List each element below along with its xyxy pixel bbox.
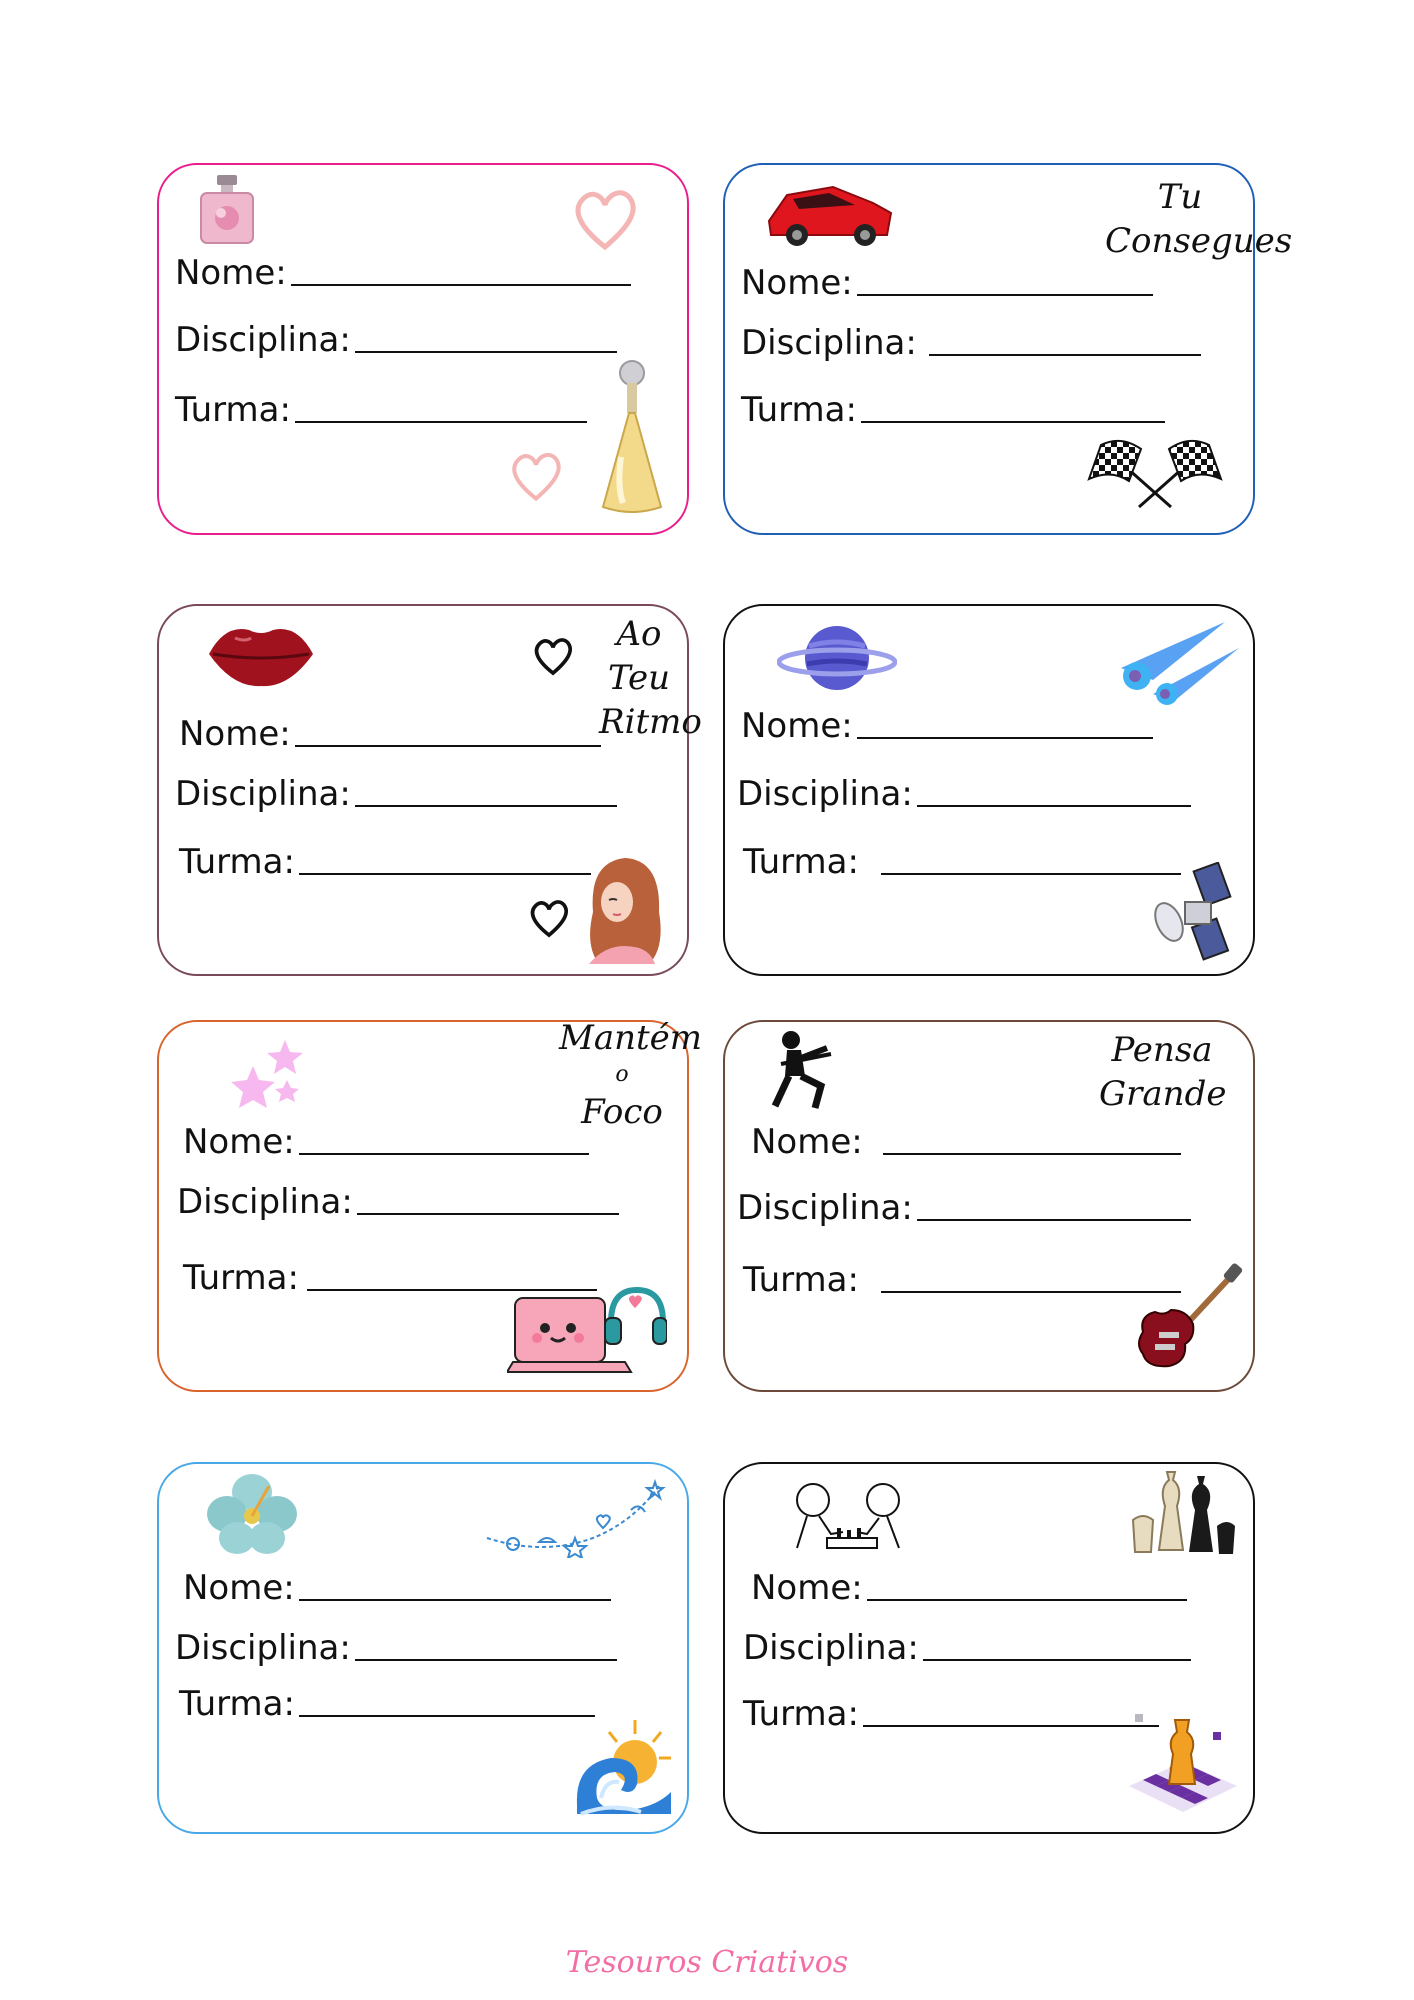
disciplina-label: Disciplina: xyxy=(175,1628,351,1668)
disciplina-write-line[interactable] xyxy=(357,1213,619,1215)
turma-label: Turma: xyxy=(743,842,859,882)
turma-label: Turma: xyxy=(183,1258,299,1298)
disciplina-row xyxy=(175,774,617,814)
disciplina-row xyxy=(175,1628,617,1668)
nome-row xyxy=(175,253,631,293)
lips-icon xyxy=(205,618,317,690)
disciplina-write-line[interactable] xyxy=(355,1659,617,1661)
nome-row xyxy=(751,1122,1181,1162)
disciplina-write-line[interactable] xyxy=(355,351,617,353)
nome-row xyxy=(741,706,1153,746)
nome-write-line[interactable] xyxy=(867,1599,1187,1601)
motto-line: Tu xyxy=(1157,177,1203,217)
electric-guitar-icon xyxy=(1135,1262,1243,1374)
disciplina-row xyxy=(741,323,1201,363)
nome-label: Nome: xyxy=(751,1122,863,1162)
nome-row xyxy=(179,714,601,754)
heart-icon xyxy=(507,447,565,505)
heart-icon xyxy=(527,896,571,940)
turma-write-line[interactable] xyxy=(295,421,587,423)
nome-row xyxy=(183,1568,611,1608)
heart-icon xyxy=(531,634,575,678)
nome-label: Nome: xyxy=(183,1568,295,1608)
motto-text xyxy=(599,612,702,744)
seashell-garland-icon xyxy=(483,1476,669,1558)
disciplina-label: Disciplina: xyxy=(743,1628,919,1668)
nome-row xyxy=(741,263,1153,303)
turma-row xyxy=(743,842,1181,882)
motto-line: Mantém xyxy=(559,1018,703,1058)
turma-row xyxy=(741,390,1165,430)
turma-label: Turma: xyxy=(179,842,295,882)
disciplina-label: Disciplina: xyxy=(175,320,351,360)
checkered-flags-icon xyxy=(1081,435,1229,511)
chess-board-icon xyxy=(1125,1708,1241,1820)
disciplina-row xyxy=(743,1628,1191,1668)
turma-row xyxy=(179,842,591,882)
label-card-beach xyxy=(157,1462,689,1834)
nome-write-line[interactable] xyxy=(857,737,1153,739)
disciplina-row xyxy=(177,1182,619,1222)
motto-line: Foco xyxy=(581,1092,663,1132)
rock-guitarist-icon xyxy=(771,1028,837,1114)
nome-label: Nome: xyxy=(183,1122,295,1162)
nome-row xyxy=(183,1122,589,1162)
nome-write-line[interactable] xyxy=(291,284,631,286)
turma-write-line[interactable] xyxy=(863,1725,1159,1727)
wave-sun-icon xyxy=(571,1714,677,1820)
chess-pieces-icon xyxy=(1123,1466,1237,1560)
turma-row xyxy=(179,1684,595,1724)
disciplina-label: Disciplina: xyxy=(737,774,913,814)
label-card-race xyxy=(723,163,1293,535)
label-card-chess xyxy=(723,1462,1255,1834)
disciplina-label: Disciplina: xyxy=(177,1182,353,1222)
motto-line: Grande xyxy=(1099,1074,1227,1114)
satellite-icon xyxy=(1149,862,1239,962)
label-card-perfume xyxy=(157,163,689,535)
nome-label: Nome: xyxy=(741,706,853,746)
perfume-icon xyxy=(599,357,665,517)
motto-text xyxy=(1105,175,1293,263)
turma-write-line[interactable] xyxy=(299,873,591,875)
motto-line: Ao xyxy=(616,614,662,654)
nome-label: Nome: xyxy=(751,1568,863,1608)
hibiscus-icon xyxy=(207,1472,297,1558)
comets-icon xyxy=(1113,614,1243,706)
turma-label: Turma: xyxy=(741,390,857,430)
motto-line: Teu xyxy=(607,658,671,698)
turma-write-line[interactable] xyxy=(881,873,1181,875)
heart-icon xyxy=(569,183,641,255)
chess-players-icon xyxy=(787,1478,913,1558)
motto-text xyxy=(1099,1028,1225,1116)
disciplina-row xyxy=(737,774,1191,814)
motto-line: Consegues xyxy=(1105,221,1293,261)
disciplina-label: Disciplina: xyxy=(737,1188,913,1228)
girl-portrait-icon xyxy=(579,852,669,966)
nome-write-line[interactable] xyxy=(883,1153,1181,1155)
disciplina-write-line[interactable] xyxy=(917,805,1191,807)
label-card-rock xyxy=(723,1020,1255,1392)
nome-write-line[interactable] xyxy=(299,1153,589,1155)
nome-label: Nome: xyxy=(175,253,287,293)
label-card-focus xyxy=(157,1018,703,1392)
label-card-space xyxy=(723,604,1255,976)
disciplina-row xyxy=(175,320,617,360)
turma-row xyxy=(175,390,587,430)
nome-row xyxy=(751,1568,1187,1608)
laptop-headphones-icon xyxy=(507,1278,667,1376)
disciplina-write-line[interactable] xyxy=(917,1219,1191,1221)
nome-write-line[interactable] xyxy=(857,294,1153,296)
sports-car-icon xyxy=(763,173,895,253)
stars-icon xyxy=(225,1036,311,1116)
disciplina-label: Disciplina: xyxy=(741,323,917,363)
turma-row xyxy=(743,1694,1159,1734)
disciplina-label: Disciplina: xyxy=(175,774,351,814)
motto-line: o xyxy=(615,1062,629,1087)
turma-label: Turma: xyxy=(743,1260,859,1300)
disciplina-write-line[interactable] xyxy=(929,354,1201,356)
motto-line: Pensa xyxy=(1111,1030,1213,1070)
brand-footer: Tesouros Criativos xyxy=(565,1945,849,1980)
nome-label: Nome: xyxy=(741,263,853,303)
motto-text xyxy=(559,1016,703,1134)
turma-write-line[interactable] xyxy=(299,1715,595,1717)
label-card-lips xyxy=(157,604,702,976)
nome-write-line[interactable] xyxy=(299,1599,611,1601)
disciplina-row xyxy=(737,1188,1191,1228)
perfume-icon xyxy=(197,173,257,245)
turma-label: Turma: xyxy=(743,1694,859,1734)
motto-line: Ritmo xyxy=(599,702,702,742)
turma-row xyxy=(743,1260,1181,1300)
planet-icon xyxy=(777,616,897,700)
disciplina-write-line[interactable] xyxy=(923,1659,1191,1661)
turma-label: Turma: xyxy=(179,1684,295,1724)
nome-label: Nome: xyxy=(179,714,291,754)
turma-label: Turma: xyxy=(175,390,291,430)
disciplina-write-line[interactable] xyxy=(355,805,617,807)
turma-write-line[interactable] xyxy=(861,421,1165,423)
nome-write-line[interactable] xyxy=(295,745,601,747)
